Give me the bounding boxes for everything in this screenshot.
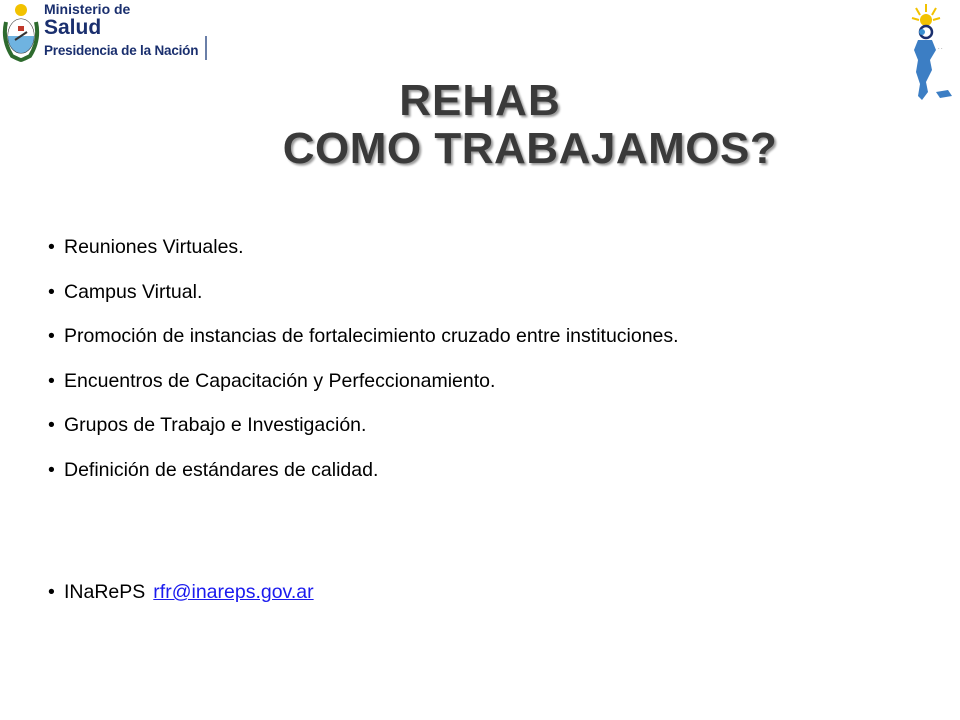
bullet-dot: • <box>48 458 55 481</box>
logo-line-presidencia: Presidencia de la Nación <box>44 43 199 58</box>
title-line-2: COMO TRABAJAMOS? <box>282 124 778 173</box>
ministry-logo-text <box>44 2 198 58</box>
bullet-text: Promoción de instancias de fortalecimiento cruzado entre instituciones. <box>64 325 679 347</box>
contact-line <box>48 577 314 607</box>
bullet-text: Encuentros de Capacitación y Perfeccionamiento. <box>64 369 496 392</box>
bullet-dot: • <box>48 280 55 303</box>
bullet-dot: • <box>48 581 55 603</box>
svg-text:· ·: · · <box>938 46 943 52</box>
bullet-item <box>48 366 928 411</box>
email-link[interactable]: rfr@inareps.gov.ar <box>153 581 314 603</box>
argentina-coat-of-arms-icon <box>0 0 42 62</box>
bullet-text: Reuniones Virtuales. <box>64 236 244 258</box>
logo-line-salud: Salud <box>44 16 102 39</box>
bullet-item <box>48 455 928 500</box>
bullet-text: Grupos de Trabajo e Investigación. <box>64 414 367 436</box>
bullet-dot: • <box>48 414 55 436</box>
bullet-list <box>48 232 928 499</box>
ministry-logo <box>0 0 215 64</box>
bullet-text: Campus Virtual. <box>64 280 203 303</box>
bullet-dot: • <box>48 369 55 392</box>
bullet-item <box>48 232 928 277</box>
bullet-item <box>48 321 928 366</box>
logo-line-ministerio: Ministerio de <box>44 1 131 17</box>
logo-divider <box>205 36 207 60</box>
contact-label: INaRePS <box>64 581 146 603</box>
bullet-text: Definición de estándares de calidad. <box>64 458 379 481</box>
bullet-item <box>48 410 928 455</box>
bullet-item <box>48 277 928 322</box>
bullet-dot: • <box>48 325 55 347</box>
bullet-dot: • <box>48 236 55 258</box>
title-line-1: REHAB <box>399 76 561 125</box>
